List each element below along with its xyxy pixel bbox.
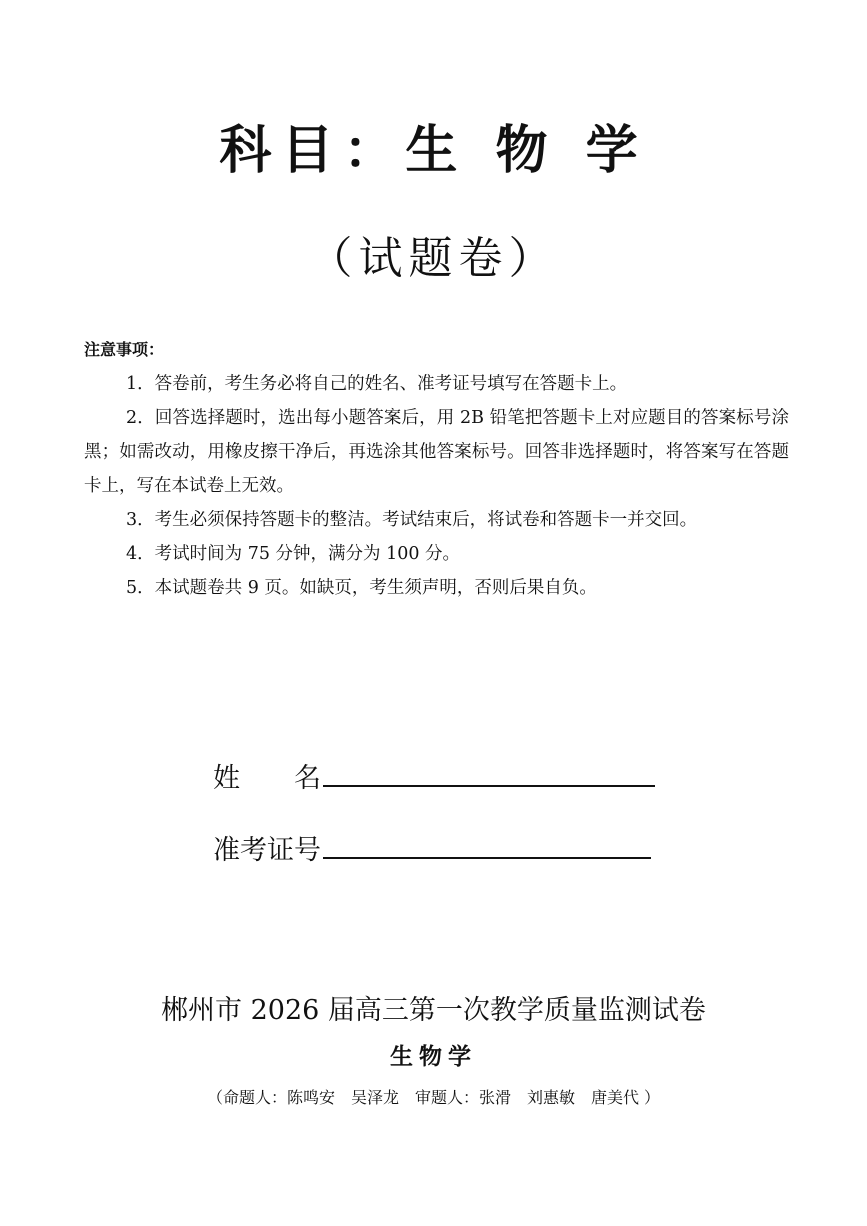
name-blank-line[interactable] bbox=[323, 757, 655, 787]
notice-item: 2．回答选择题时，选出每小题答案后，用 2B 铅笔把答题卡上对应题目的答案标号涂黑；如需改动，用橡皮擦干净后，再选涂其他答案标号。回答非选择题时，将答案写在答题卡上，写在本试卷上无效。 bbox=[84, 408, 789, 496]
exam-id-blank-line[interactable] bbox=[323, 829, 651, 859]
name-label: 姓 名 bbox=[213, 763, 321, 794]
paper-type-title: （试题卷） bbox=[308, 233, 559, 284]
notices-heading: 注意事项： bbox=[84, 340, 165, 359]
name-field-row bbox=[213, 756, 655, 795]
notice-item: 3．考生必须保持答题卡的整洁。考试结束后，将试卷和答题卡一并交回。 bbox=[126, 510, 698, 530]
exam-id-field-row bbox=[213, 828, 651, 867]
notice-item: 1．答卷前，考生务必将自己的姓名、准考证号填写在答题卡上。 bbox=[126, 374, 628, 394]
exam-id-label: 准考证号 bbox=[213, 835, 321, 866]
exam-credits: （命题人：陈鸣安 吴泽龙 审题人：张滑 刘惠敏 唐美代 ） bbox=[206, 1088, 661, 1107]
notice-item: 5．本试题卷共 9 页。如缺页，考生须声明，否则后果自负。 bbox=[126, 578, 597, 598]
notices-section bbox=[84, 333, 789, 605]
notice-item: 4．考试时间为 75 分钟，满分为 100 分。 bbox=[126, 544, 461, 564]
exam-subject: 生物学 bbox=[390, 1044, 477, 1070]
exam-title: 郴州市 2026 届高三第一次教学质量监测试卷 bbox=[161, 995, 706, 1026]
subject-title: 科目：生 物 学 bbox=[219, 121, 648, 181]
